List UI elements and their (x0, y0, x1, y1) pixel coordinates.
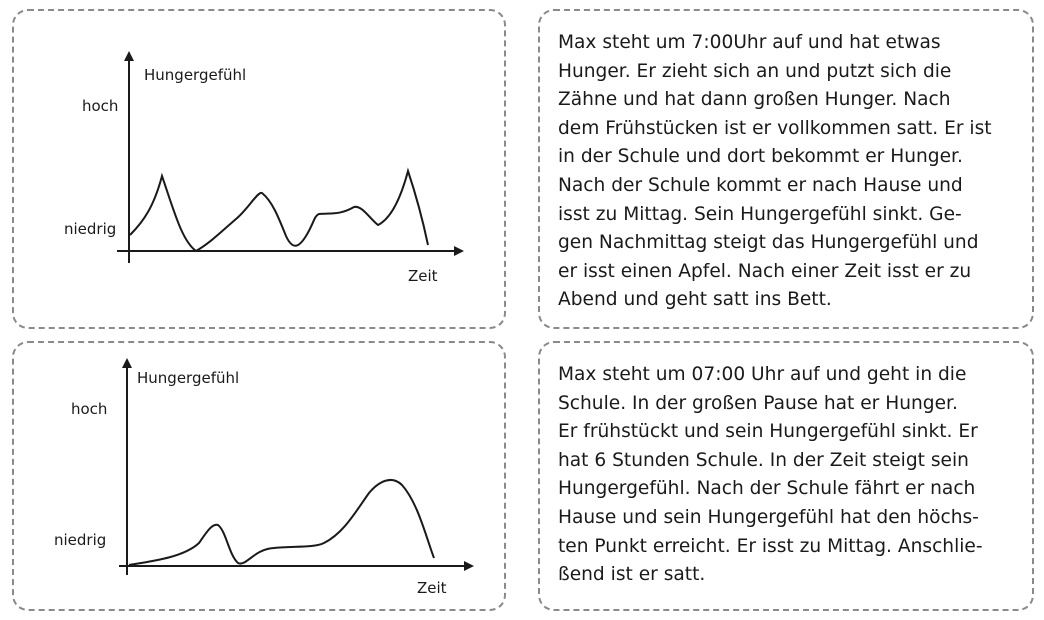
story-line: ßend ist er satt. (558, 564, 706, 586)
story-line: dem Frühstücken ist er vollkommen satt. Er ist (558, 117, 992, 139)
story-card-2 (538, 341, 1034, 611)
story-line: isst zu Mittag. Sein Hungergefühl sinkt. Ge- (558, 203, 962, 225)
story-card-1 (538, 9, 1034, 329)
hunger-graph-1 (14, 11, 508, 331)
y-label-high: hoch (82, 97, 119, 115)
story-line: Max steht um 7:00Uhr auf und hat etwas (558, 32, 941, 53)
graph-card-1 (12, 9, 506, 329)
x-axis-title: Zeit (408, 267, 438, 285)
hunger-curve (129, 480, 434, 565)
story-line: Hungergefühl. Nach der Schule fährt er nach (558, 478, 976, 500)
story-line: hat 6 Stunden Schule. In der Zeit steigt sein (558, 449, 969, 471)
y-axis-title: Hungergefühl (144, 66, 247, 84)
story-line: Nach der Schule kommt er nach Hause und (558, 174, 963, 196)
y-axis-title: Hungergefühl (137, 369, 240, 387)
y-label-low: niedrig (64, 220, 117, 238)
story-text-1 (558, 29, 1018, 315)
hunger-curve (130, 171, 428, 251)
graph-card-2 (12, 341, 506, 611)
x-axis-title: Zeit (417, 579, 447, 597)
story-line: in der Schule und dort bekommt er Hunger. (558, 146, 963, 168)
story-line: er isst einen Apfel. Nach einer Zeit isst er zu (558, 260, 972, 282)
story-text-2 (558, 361, 1018, 590)
story-line: Hause und sein Hungergefühl hat den höchs- (558, 506, 979, 528)
story-line: Hunger. Er zieht sich an und putzt sich die (558, 60, 952, 82)
story-line: Schule. In der großen Pause hat er Hunger. (558, 392, 958, 414)
story-line: Er frühstückt und sein Hungergefühl sinkt. Er (558, 421, 978, 443)
story-line: Max steht um 07:00 Uhr auf und geht in die (558, 364, 967, 385)
y-label-low: niedrig (54, 531, 107, 549)
y-label-high: hoch (71, 400, 108, 418)
story-line: gen Nachmittag steigt das Hungergefühl und (558, 232, 979, 254)
story-line: ten Punkt erreicht. Er isst zu Mittag. Anschlie- (558, 535, 983, 557)
story-line: Abend und geht satt ins Bett. (558, 289, 832, 311)
hunger-graph-2 (14, 343, 508, 613)
story-line: Zähne und hat dann großen Hunger. Nach (558, 89, 951, 111)
